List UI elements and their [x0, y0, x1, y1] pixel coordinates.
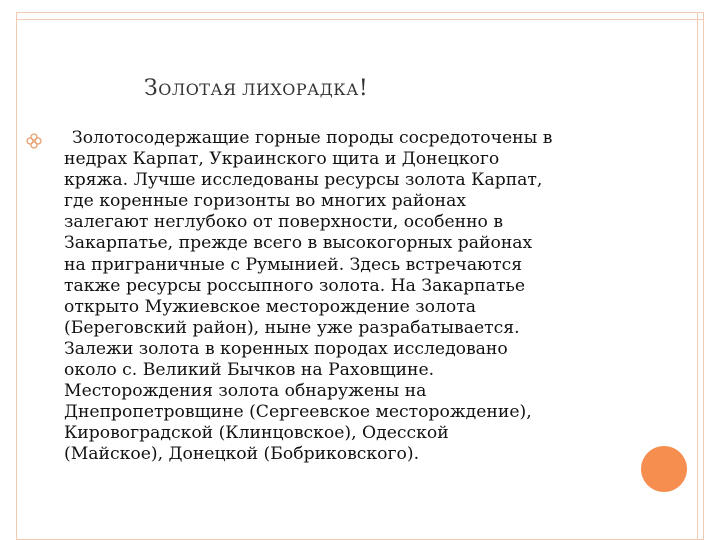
- paragraph-line: открыто Мужиевское месторождение золота: [64, 296, 477, 317]
- paragraph-line: Днепропетровщине (Сергеевское месторождение),: [64, 402, 532, 423]
- frame-accent-line-vertical: [697, 12, 698, 540]
- paragraph-line: недрах Карпат, Украинского щита и Донецкого: [64, 149, 500, 170]
- paragraph-line: Залежи золота в коренных породах исследовано: [64, 338, 508, 359]
- paragraph-line: около с. Великий Бычков на Раховщине.: [64, 360, 435, 381]
- slide-title: [144, 76, 368, 101]
- paragraph-line: Закарпатье, прежде всего в высокогорных районах: [64, 233, 533, 254]
- frame-accent-line-horizontal: [16, 19, 704, 20]
- bullet-paragraph: [64, 128, 624, 466]
- paragraph-line: Кировоградской (Клинцовское), Одесской: [64, 423, 449, 444]
- paragraph-line: кряжа. Лучше исследованы ресурсы золота Карпат,: [64, 170, 543, 191]
- paragraph-line: на приграничные с Румынией. Здесь встречаются: [64, 254, 523, 275]
- paragraph-line: также ресурсы россыпного золота. На Закарпатье: [64, 275, 526, 296]
- title-end: !: [358, 76, 369, 101]
- orange-circle-decoration: [641, 446, 687, 492]
- paragraph-line: Месторождения золота обнаружены на: [64, 381, 427, 402]
- flower-bullet-icon: [26, 133, 42, 149]
- paragraph-line: залегают неглубоко от поверхности, особенно в: [64, 212, 504, 233]
- paragraph-line: (Майское), Донецкой (Бобриковского).: [64, 444, 420, 465]
- paragraph-line: (Береговский район), ныне уже разрабатывается.: [64, 317, 520, 338]
- title-rest: ОЛОТАЯ ЛИХОРАДКА: [158, 80, 359, 99]
- title-initial: З: [144, 76, 159, 101]
- paragraph-line: Золотосодержащие горные породы сосредоточены в: [72, 128, 553, 148]
- paragraph-line: где коренные горизонты во многих районах: [64, 191, 467, 212]
